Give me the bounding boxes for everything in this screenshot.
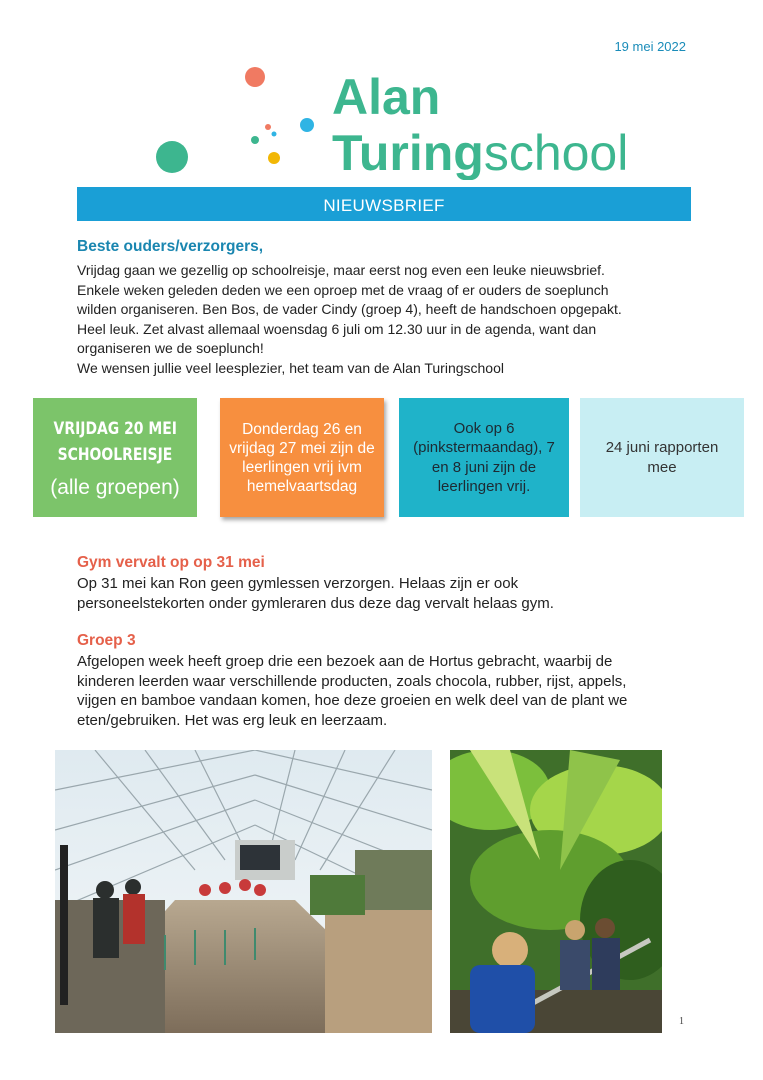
intro-line: We wensen jullie veel leesplezier, het team van de Alan Turingschool: [77, 359, 504, 376]
hemelvaart-text: Donderdag 26 en vrijdag 27 mei zijn de leerlingen vrij ivm hemelvaartsdag: [229, 420, 375, 495]
schoolreisje-title: SCHOOLREISJE: [57, 444, 173, 465]
newsletter-date: 19 mei 2022: [614, 39, 686, 54]
greenhouse-photo: [55, 750, 432, 1033]
schoolreisje-groups: (alle groepen): [50, 475, 180, 499]
page-number: 1: [679, 1016, 684, 1027]
groep3-text: [77, 652, 697, 730]
groep3-line: Afgelopen week heeft groep drie een bezoek aan de Hortus gebracht, waarbij de: [77, 653, 613, 670]
groep3-line: kinderen leerden waar verschillende producten, zoals chocola, rubber, rijst, appels,: [77, 672, 627, 690]
gym-line: personeelstekorten onder gymleraren dus deze dag vervalt helaas gym.: [77, 594, 554, 612]
gym-text: [77, 574, 697, 613]
intro-line: organiseren we de soeplunch!: [77, 340, 264, 357]
logo-line2-light: school: [483, 125, 629, 180]
gym-line: Op 31 mei kan Ron geen gymlessen verzorgen. Helaas zijn er ook: [77, 575, 519, 592]
school-logo: [150, 62, 670, 180]
groep3-line: eten/gebruiken. Het was erg leuk en leerzaam.: [77, 711, 388, 729]
logo-line2: [332, 125, 628, 180]
newsletter-banner: NIEUWSBRIEF: [77, 187, 691, 221]
logo-dot-blue: [300, 118, 314, 132]
intro-line: wilden organiseren. Ben Bos, de vader Cindy (groep 4), heeft de handschoen opgepakt.: [77, 301, 622, 318]
logo-dot-green: [156, 141, 188, 173]
logo-dot-small-green: [251, 136, 259, 144]
logo-dot-small-red: [265, 124, 271, 130]
logo-line1: Alan: [332, 69, 441, 125]
intro-text: [77, 261, 697, 379]
pinksteren-text: Ook op 6 (pinkstermaandag), 7 en 8 juni zijn de leerlingen vrij.: [413, 419, 555, 495]
rapporten-box: [580, 398, 744, 517]
logo-dot-tiny-blue: [272, 132, 277, 137]
hemelvaart-box: [220, 398, 384, 517]
logo-dot-red: [245, 67, 265, 87]
rapporten-text: 24 juni rapporten mee: [605, 438, 719, 476]
schoolreisje-date: VRIJDAG 20 MEI: [53, 418, 177, 439]
intro-line: Vrijdag gaan we gezellig op schoolreisje, maar eerst nog even een leuke nieuwsbrief.: [77, 262, 605, 278]
logo-dot-yellow: [268, 152, 280, 164]
tropical-plants-photo: [450, 750, 662, 1033]
greeting-heading: Beste ouders/verzorgers,: [77, 238, 264, 255]
intro-line: Enkele weken geleden deden we een oproep met de vraag of er ouders de soeplunch: [77, 281, 609, 298]
schoolreisje-box: [33, 398, 197, 517]
groep3-line: vijgen en bamboe vandaan komen, hoe deze groeien en welk deel van de plant we: [77, 692, 628, 710]
logo-line2-bold: Turing: [332, 125, 484, 180]
gym-heading: Gym vervalt op op 31 mei: [77, 554, 265, 571]
intro-line: Heel leuk. Zet alvast allemaal woensdag 6 juli om 12.30 uur in de agenda, want dan: [77, 320, 597, 337]
groep3-heading: Groep 3: [77, 632, 136, 649]
pinksteren-box: [399, 398, 569, 517]
